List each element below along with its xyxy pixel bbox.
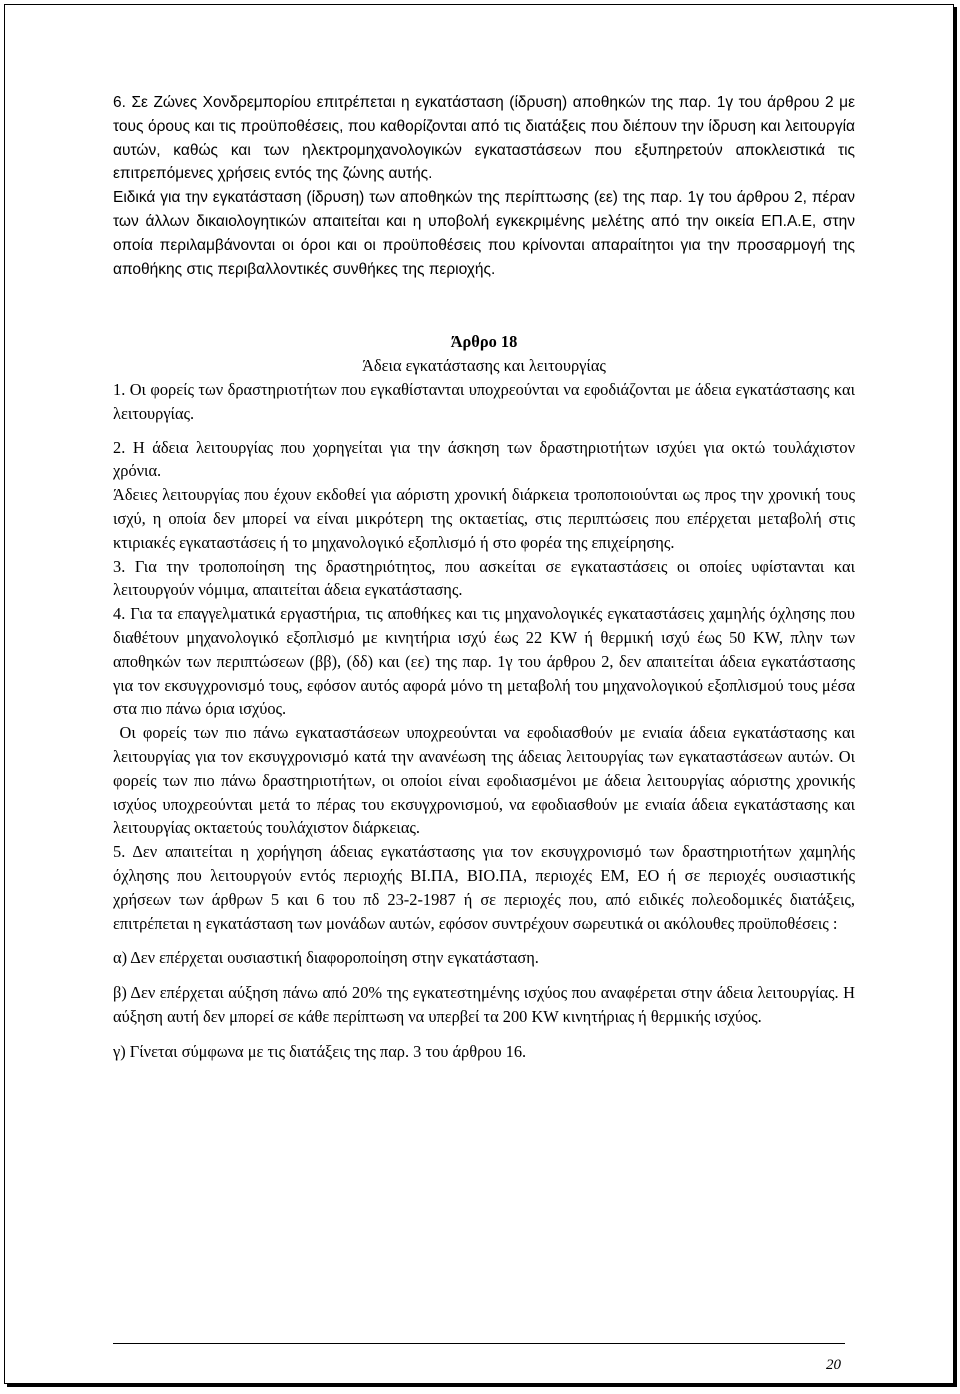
page-number: 20: [826, 1357, 841, 1373]
article-subtitle: Άδεια εγκατάστασης και λειτουργίας: [362, 356, 606, 376]
article-paragraph-3: 3. Για την τροποποίηση της δραστηριότητος, που ασκείται σε εγκαταστάσεις οι οποίες υφίστανται και λειτουργούν νόμιμα, απαιτείται άδεια εγκατάστασης.: [113, 556, 855, 600]
document-page: [4, 4, 954, 1384]
article-paragraph-2: 2. Η άδεια λειτουργίας που χορηγείται για την άσκηση των δραστηριοτήτων ισχύει για οκτώ τουλάχιστον χρόνια.: [113, 437, 855, 481]
paragraph-zones-wholesale: 6. Σε Ζώνες Χονδρεμπορίου επιτρέπεται η εγκατάσταση (ίδρυση) αποθηκών της παρ. 1γ του άρθρου 2 με τους όρους και τις προϋποθέσεις, που καθορίζονται από τις διατάξεις που διέπουν την ίδρυση και λειτουργία αυτών, καθώς και των ηλεκτρομηχανολογικών εγκαταστάσεων που εξυπηρετούν αποκλειστικά τις επιτρεπόμενες χρήσεις εντός της ζώνης αυτής.: [113, 94, 855, 183]
article-item-c: γ) Γίνεται σύμφωνα με τις διατάξεις της παρ. 3 του άρθρου 16.: [113, 1041, 527, 1061]
footer-rule: [113, 1343, 845, 1344]
document-body: [113, 91, 855, 1063]
article-paragraph-5: 5. Δεν απαιτείται η χορήγηση άδειας εγκατάστασης για τον εκσυγχρονισμό των δραστηριοτήτων χαμηλής όχλησης που λειτουργούν εντός περιοχής ΒΙ.ΠΑ, ΒΙΟ.ΠΑ, περιοχές ΕΜ, ΕΟ ή σε περιοχές ουσιαστικής χρήσεων των άρθρων 5 και 6 του πδ 23-2-1987 ή σε περιοχές που, από ειδικές πολεοδομικές διατάξεις, επιτρέπεται η εγκατάσταση των μονάδων αυτών, εφόσον συντρέχουν σωρευτικά οι ακόλουθες προϋποθέσεις :: [113, 842, 855, 933]
article-heading: Άρθρο 18: [450, 332, 518, 352]
article-paragraph-4-cont: Οι φορείς των πιο πάνω εγκαταστάσεων υποχρεούνται να εφοδιασθούν με ενιαία άδεια εγκατάστασης και λειτουργίας για τον εκσυγχρονισμό κατά την ανανέωση της άδειας λειτουργίας των εγκαταστάσεων αυτών. Οι φορείς των πιο πάνω δραστηριοτήτων, οι οποίοι είναι εφοδιασμένοι με άδεια λειτουργίας αόριστης χρονικής ισχύος υποχρεούνται μετά το πέρας του εκσυγχρονισμού, να εφοδιασθούν με ενιαία άδεια εγκατάστασης και λειτουργίας οκταετούς τουλάχιστον διάρκειας.: [113, 723, 855, 838]
article-item-b: β) Δεν επέρχεται αύξηση πάνω από 20% της εγκατεστημένης ισχύος που αναφέρεται στην άδεια λειτουργίας. Η αύξηση αυτή δεν μπορεί σε κάθε περίπτωση να υπερβεί τα 200 KW κινητήριας ή θερμικής ισχύος.: [113, 983, 855, 1026]
article-paragraph-2-cont: Άδειες λειτουργίας που έχουν εκδοθεί για αόριστη χρονική διάρκεια τροποποιούνται ως προς την χρονική τους ισχύ, η οποία δεν μπορεί να είναι μικρότερη της οκταετίας, στις περιπτώσεις που επέρχεται μεταβολή στις κτιριακές εγκαταστάσεις ή το μηχανολογικό εξοπλισμό ή στο φορέα της επιχείρησης.: [113, 485, 855, 552]
article-paragraph-4: 4. Για τα επαγγελματικά εργαστήρια, τις αποθήκες και τις μηχανολογικές εγκαταστάσεις χαμηλής όχλησης που διαθέτουν μηχανολογικό εξοπλισμό με κινητήρια ισχύ έως 22 KW ή θερμική ισχύ έως 50 KW, πλην των αποθηκών των περιπτώσεων (ββ), (δδ) και (εε) της παρ. 1γ του άρθρου 2, δεν απαιτείται άδεια εγκατάστασης για τον εκσυγχρονισμό τους, εφόσον αυτός αφορά μόνο τη μεταβολή του μηχανολογικού εξοπλισμού τους μέσα στα πιο πάνω όρια ισχύος.: [113, 604, 855, 719]
paragraph-special-storage: Ειδικά για την εγκατάσταση (ίδρυση) των αποθηκών της περίπτωσης (εε) της παρ. 1γ του άρθρου 2, πέραν των άλλων δικαιολογητικών απαιτείται και η υποβολή εγκεκριμένης μελέτης από την οικεία ΕΠ.Α.Ε, στην οποία περιλαμβάνονται οι όροι και οι προϋποθέσεις που κρίνονται απαραίτητοι για την προσαρμογή της αποθήκης στις περιβαλλοντικές συνθήκες της περιοχής.: [113, 189, 855, 278]
article-paragraph-1: 1. Οι φορείς των δραστηριοτήτων που εγκαθίστανται υποχρεούνται να εφοδιάζονται με άδεια εγκατάστασης και λειτουργίας.: [113, 379, 855, 423]
article-item-a: α) Δεν επέρχεται ουσιαστική διαφοροποίηση στην εγκατάσταση.: [113, 948, 539, 968]
